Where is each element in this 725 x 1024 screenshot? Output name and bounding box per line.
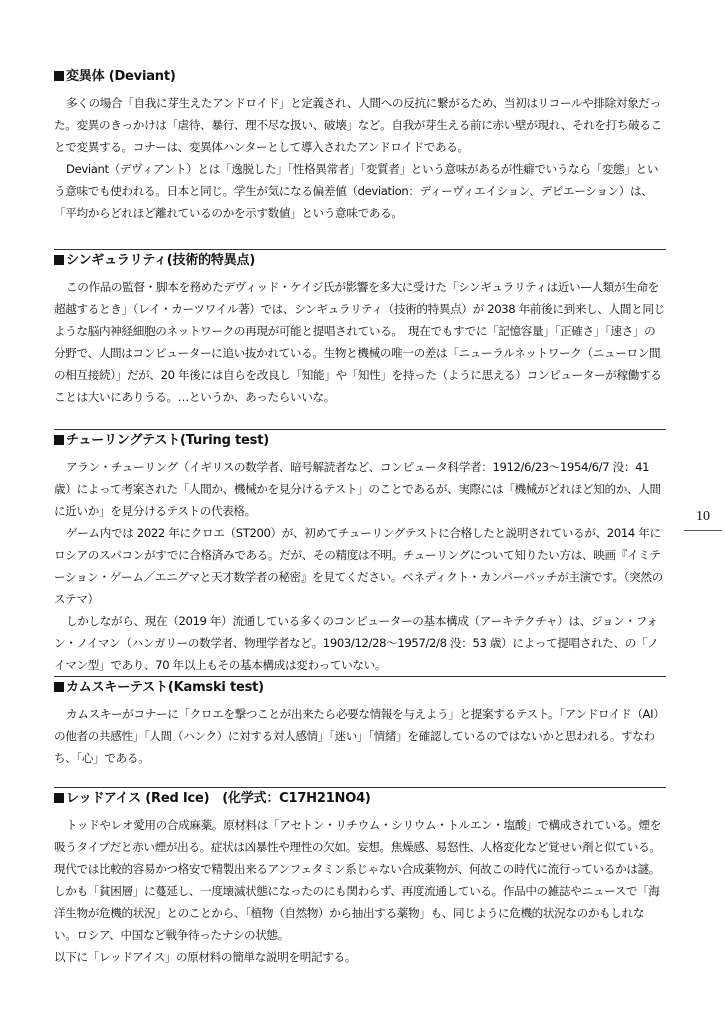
paragraph: カムスキーがコナーに「クロエを撃つことが出来たら必要な情報を与えよう」と提案するテスト。「アンドロイド（AI）の他者の共感性」「人間（ハンク）に対する対人感情」「迷い」「情緒」を確認しているのではないかと思われる。すなわち、「心」である。 bbox=[54, 707, 665, 765]
paragraph: 以下に「レッドアイス」の原材料の簡単な説明を明記する。 bbox=[54, 950, 356, 964]
section-body bbox=[54, 703, 666, 769]
section-divider bbox=[54, 429, 666, 430]
section-red-ice bbox=[54, 790, 666, 968]
section-heading: カムスキーテスト(Kamski test) bbox=[54, 679, 666, 697]
paragraph: しかしながら、現在（2019 年）流通している多くのコンピューターの基本構成（アーキテクチャ）は、ジョン・フォン・ノイマン（ハンガリーの数学者、物理学者など。1903/12/28～1957/2/8 没：53 歳）によって提唱された、の「ノイマン型」であり、70 年以上もその基本構成は変わっていない。 bbox=[54, 614, 659, 672]
section-heading: チューリングテスト(Turing test) bbox=[54, 432, 666, 450]
paragraph: トッドやレオ愛用の合成麻薬。原材料は「アセトン・リチウム・シリウム・トルエン・塩酸」で構成されている。煙を吸うタイプだと赤い煙が出る。症状は凶暴性や理性の欠如。妄想。焦燥感、易怒性、人格変化など覚せい剤と似ている。現代では比較的容易かつ格安で精製出来るアンフェタミン系じゃない合成薬物が、何故この時代に流行っているかは謎。しかも「貧困層」に蔓延し、一度壊滅状態になったのにも関わらず、再度流通している。作品中の雑誌やニュースで「海洋生物が危機的状況」とのことから、「植物（自然物）から抽出する薬物」も、同じように危機的状況なのかもしれない。ロシア、中国など戦争待ったナシの状態。 bbox=[54, 818, 661, 942]
square-bullet-icon bbox=[54, 255, 64, 265]
section-deviant bbox=[54, 68, 666, 224]
section-heading: レッドアイス (Red Ice) (化学式：C17H21NO4) bbox=[54, 790, 666, 808]
section-body bbox=[54, 92, 666, 224]
paragraph: ゲーム内では 2022 年にクロエ（ST200）が、初めてチューリングテストに合格したと説明されているが、2014 年にロシアのスパコンがすでに合格済みである。だが、その精度は不明。チューリングについて知りたい方は、映画『イミテーション・ゲーム／エニグマと天才数学者の秘密』を見てください。ベネディクト・カンバーバッチが主演です。（突然のステマ） bbox=[54, 526, 663, 606]
section-kamski-test bbox=[54, 679, 666, 769]
section-turing-test bbox=[54, 432, 666, 676]
section-divider bbox=[54, 787, 666, 788]
paragraph: 多くの場合「自我に芽生えたアンドロイド」と定義され、人間への反抗に繋がるため、当初はリコールや排除対象だった。変異のきっかけは「虐待、暴行、理不尽な扱い、破壊」など。自我が芽生える前に赤い壁が現れ、それを打ち破ることで変異する。コナーは、変異体ハンターとして導入されたアンドロイドである。 bbox=[54, 96, 662, 154]
section-singularity bbox=[54, 252, 666, 408]
section-divider bbox=[54, 676, 666, 677]
square-bullet-icon bbox=[54, 435, 64, 445]
page-number-rule bbox=[684, 530, 722, 531]
section-heading: 変異体 (Deviant) bbox=[54, 68, 666, 86]
section-divider bbox=[54, 249, 666, 250]
section-body bbox=[54, 456, 666, 676]
section-heading: シンギュラリティ(技術的特異点) bbox=[54, 252, 666, 270]
paragraph: Deviant（デヴィアント）とは「逸脱した」「性格異常者」「変質者」という意味があるが性癖でいうなら「変態」という意味でも使われる。日本と同じ。学生が気になる偏差値（deviation：ディーヴィエイション、デビエーション）は、「平均からどれほど離れているのかを示す数値」という意味である。 bbox=[54, 162, 659, 220]
page-number: 10 bbox=[696, 509, 710, 524]
square-bullet-icon bbox=[54, 793, 64, 803]
paragraph: この作品の監督・脚本を務めたデヴィッド・ケイジ氏が影響を多大に受けた「シンギュラリティは近い—人類が生命を超越するとき」（レイ・カーツワイル著）では、シンギュラリティ（技術的特異点）が 2038 年前後に到来し、人間と同じような脳内神経細胞のネットワークの再現が可能と提唱されている。 現在でもすでに「記憶容量」「正確さ」「速さ」の分野で、人間はコンピューターに追い抜かれている。生物と機械の唯一の差は「ニューラルネットワーク（ニューロン間の相互接続）」だが、20 年後には自らを改良し「知能」や「知性」を持った（ように思える）コンピューターが稼働することは大いにありうる。…というか、あったらいいな。 bbox=[54, 280, 665, 404]
paragraph: アラン・チューリング（イギリスの数学者、暗号解読者など、コンピュータ科学者：1912/6/23～1954/6/7 没：41 歳）によって考案された「人間か、機械かを見分けるテスト」のことであるが、実際には「機械がどれほど知的か、人間に近いか」を見分けるテストの代表格。 bbox=[54, 460, 661, 518]
square-bullet-icon bbox=[54, 71, 64, 81]
section-body bbox=[54, 276, 666, 408]
section-body bbox=[54, 814, 666, 968]
square-bullet-icon bbox=[54, 682, 64, 692]
